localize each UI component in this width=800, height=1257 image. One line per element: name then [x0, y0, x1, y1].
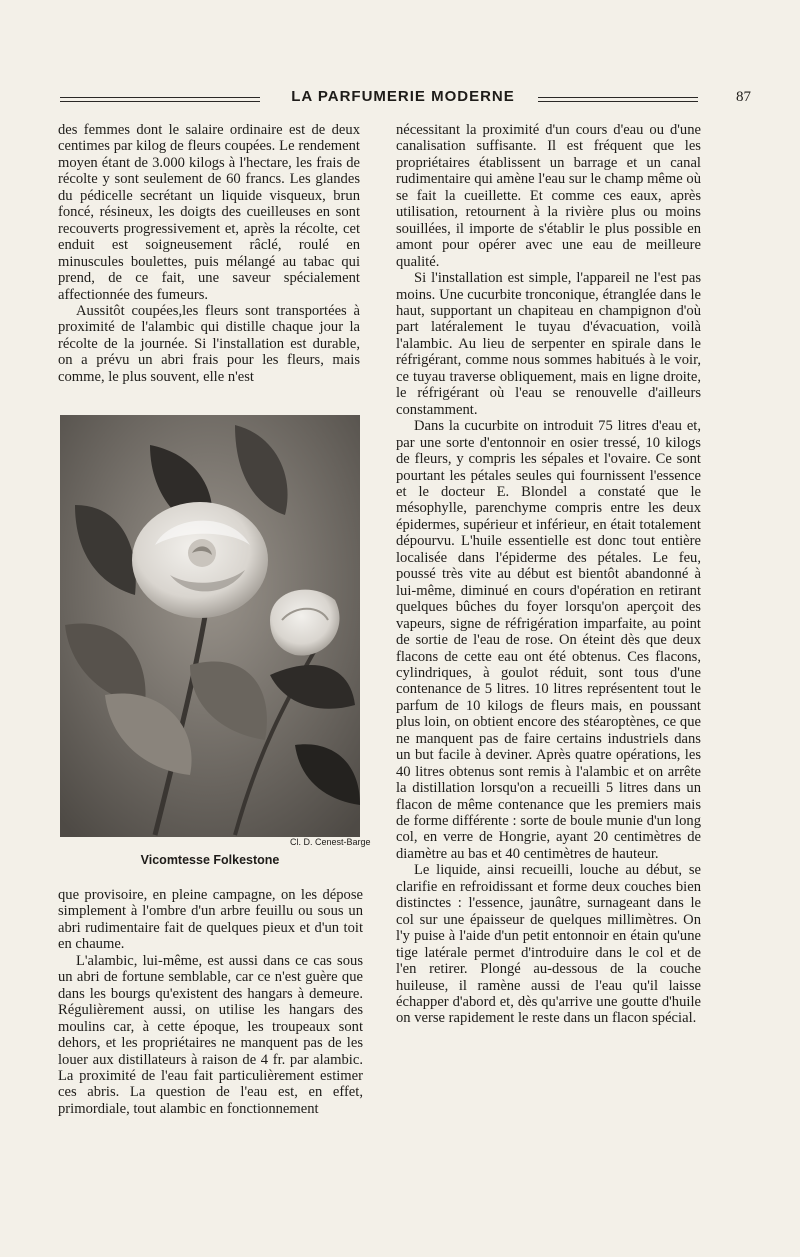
- page-header: [60, 88, 751, 112]
- column-right: [396, 122, 701, 1027]
- column-left-top: [58, 122, 360, 385]
- paragraph: Aussitôt coupées,les fleurs sont transportées à proximité de l'alambic qui distille chaque jour la récolte de la journée. Si l'installation est durable, on a prévu un abri frais pour les fleurs, mais comme, le plus souvent, elle n'est: [58, 302, 360, 385]
- paragraph: des femmes dont le salaire ordinaire est de deux centimes par kilog de fleurs coupées. Le rendement moyen étant de 3.000 kilogs à l'hectare, les frais de récolte y sont seulement de 60 francs. Les glandes du pédicelle secrétant un liquide visqueux, brun foncé, résineux, les doigts des cueilleuses en sont recouverts progressivement et, après la récolte, cet enduit est soigneusement râclé, roulé en minuscules boulettes, puis mélangé au tabac qui prend, de ce fait, une saveur spécialement affectionnée des fumeurs.: [58, 122, 360, 303]
- paragraph: Si l'installation est simple, l'appareil ne l'est pas moins. Une cucurbite tronconique, étranglée dans le haut, supportant un chapiteau en champignon d'où part latéralement le tuyau d'évacuation, voilà l'alambic. Au lieu de serpenter en spirale dans le réfrigérant, comme nous sommes habitués à le voir, ce tuyau traverse obliquement, mais en ligne droite, le réfrigérant où l'eau se renouvelle d'ailleurs constamment.: [396, 270, 701, 418]
- figure-caption: Vicomtesse Folkestone: [140, 853, 280, 867]
- paragraph: L'alambic, lui-même, est aussi dans ce cas sous un abri de fortune semblable, car ce n'est guère que dans les bourgs qu'existent des hangars à demeure. Régulièrement aussi, on utilise les hangars des moulins car, à cette époque, les troupeaux sont dehors, et les propriétaires ne manquent pas de les louer aux distillateurs à raison de 4 fr. par alambic. La proximité de l'eau fait particulièrement estimer ces abris. La question de l'eau est, en effet, primordiale, tout alambic en fonctionnement: [58, 952, 363, 1117]
- header-rule-right: [538, 97, 698, 102]
- rose-photograph: [60, 415, 360, 837]
- photo-credit: Cl. D. Cenest-Barge: [290, 837, 371, 847]
- column-left-bottom: [58, 887, 363, 1117]
- paragraph: Dans la cucurbite on introduit 75 litres d'eau et, par une sorte d'entonnoir en osier tressé, 10 kilogs de fleurs, y compris les sépales et l'ovaire. Ce sont pourtant les pétales seules qui fournissent l'essence et le docteur E. Blondel a constaté que le mésophylle, parenchyme compris entre les deux épidermes, supérieur et inférieur, en était totalement dépourvu. L'huile essentielle est donc tout entière localisée dans l'épiderme des pétales. Le feu, poussé très vite au début est bientôt abandonné à lui-même, diminué en cours d'opération en retirant quelques bûches du foyer lorsqu'on aperçoit des vapeurs, signe de réfrigération imparfaite, au point de sortie de l'eau de rose. On éteint dès que deux flacons de cette eau ont été obtenus. Ces flacons, cylindriques, à goulot réduit, sont tous d'une contenance de 5 litres. 10 litres représentent tout le parfum de 10 kilogs de fleurs mais, en poussant plus loin, on obtient encore des stéaroptènes, ce que ne manquent pas de faire certains industriels dans un but facile à deviner. Après quatre opérations, les 40 litres obtenus sont remis à l'alambic et on arrête la distillation lorsqu'on a recueilli 5 litres dans un flacon de même contenance que les premiers mais de forme différente : sorte de boule munie d'un long col, en verre de Hongrie, ayant 20 centimètres de diamètre au bas et 40 centimètres de hauteur.: [396, 418, 701, 862]
- page-number: 87: [736, 89, 751, 105]
- paragraph: nécessitant la proximité d'un cours d'eau ou d'une canalisation suffisante. Il est fréquent que les propriétaires établissent un barrage et un canal rudimentaire qui amène l'eau sur le champ même où se fait la cueillette. Et comme ces eaux, après utilisation, retournent à la rivière plus ou moins souillées, il importe de s'établir le plus possible en amont pour opérer avec une eau de meilleure qualité.: [396, 122, 701, 270]
- rose-illustration: [60, 415, 360, 837]
- paragraph: Le liquide, ainsi recueilli, louche au début, se clarifie en refroidissant et forme deux couches bien distinctes : l'essence, jaunâtre, surnageant dans le col sur une épaisseur de quelques millimètres. On l'y puise à l'aide d'un petit entonnoir en étain qu'une tige latérale permet d'introduire dans le col et de l'en retirer. Plongé au-dessous de la couche huileuse, il ramène aussi de l'eau qu'il laisse échapper d'abord et, dès qu'arrive une goutte d'huile on verse rapidement le reste dans un flacon spécial.: [396, 862, 701, 1027]
- paragraph: que provisoire, en pleine campagne, on les dépose simplement à l'ombre d'un arbre feuillu ou sous un abri rudimentaire fait de quelques pieux et d'un toit en chaume.: [58, 887, 363, 953]
- header-rule-left: [60, 97, 260, 102]
- running-title: LA PARFUMERIE MODERNE: [291, 88, 515, 105]
